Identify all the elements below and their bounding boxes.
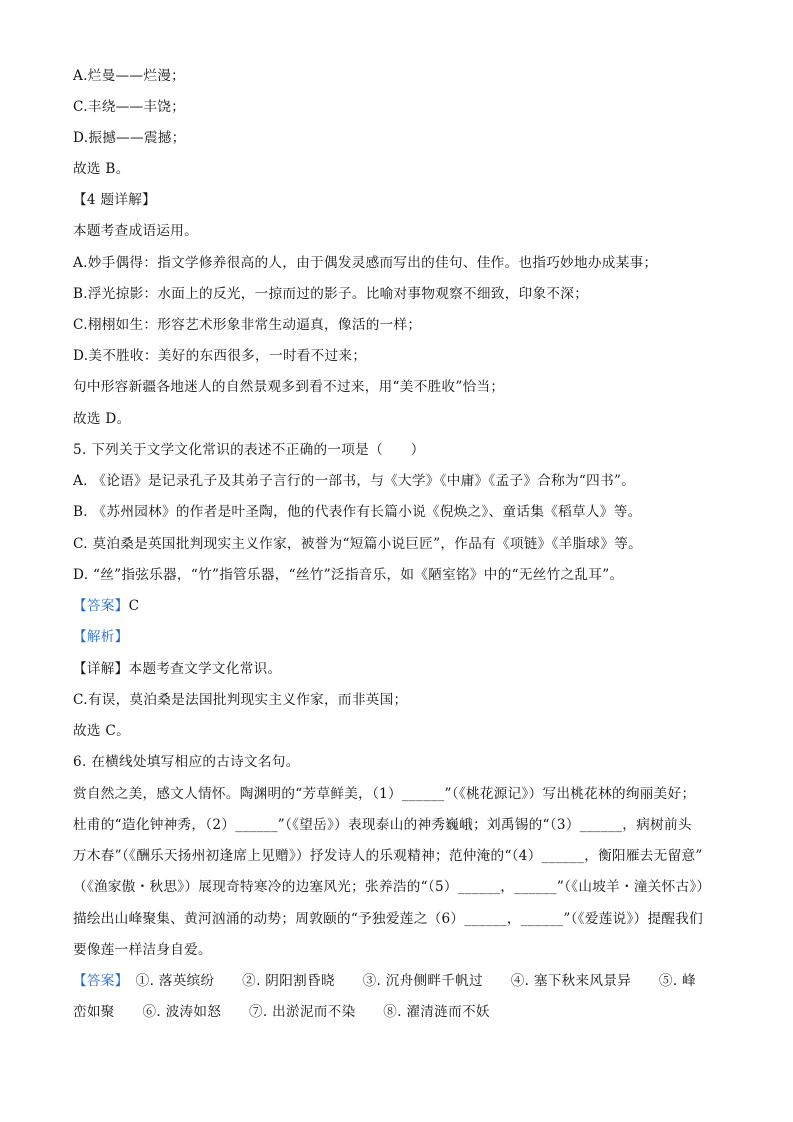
q5-question: 5. 下列关于文学文化常识的表述不正确的一项是（ ）	[73, 442, 425, 458]
q4-detail-heading: 【4 题详解】	[73, 192, 157, 208]
q4-option-d: D.美不胜收：美好的东西很多，一时看不过来；	[73, 348, 367, 364]
q5-answer	[73, 596, 733, 616]
q6-question: 6. 在横线处填写相应的古诗文名句。	[73, 754, 300, 770]
option-a-text: A.烂曼——烂漫；	[73, 68, 185, 84]
q5-option-c: C. 莫泊桑是英国批判现实主义作家，被誉为“短篇小说巨匠”，作品有《项链》《羊脂球》等。	[73, 536, 643, 552]
q5-conclusion: 故选 C。	[73, 723, 131, 739]
q5-explanation: C.有误，莫泊桑是法国批判现实主义作家，而非英国；	[73, 692, 408, 708]
q6-passage-line-4: （《渔家傲・秋思》）展现奇特寒冷的边塞风光；张养浩的“（5）______，______”（《山坡羊・潼关怀古》）	[73, 879, 711, 895]
answer-value: C	[128, 598, 140, 614]
q5-detail: 【详解】本题考查文学文化常识。	[73, 661, 282, 677]
option-d-text: D.振撼——震撼；	[73, 130, 186, 146]
answer-tag: 【答案】	[73, 598, 129, 614]
q4-conclusion: 故选 D。	[73, 411, 131, 427]
q5-option-a: A. 《论语》是记录孔子及其弟子言行的一部书，与《大学》《中庸》《孟子》合称为“四书”。	[73, 473, 636, 489]
q6-passage-line-1: 赏自然之美，感文人情怀。陶渊明的“芳草鲜美，（1）______”（《桃花源记》）写出桃花林的绚丽美好；	[73, 786, 696, 802]
q4-option-a: A.妙手偶得：指文学修养很高的人，由于偶发灵感而写出的佳句、佳作。也指巧妙地办成某事；	[73, 255, 658, 271]
q4-explanation: 句中形容新疆各地迷人的自然景观多到看不过来，用“美不胜收”恰当；	[73, 379, 505, 395]
q6-answer	[73, 971, 733, 991]
q6-passage-line-5: 描绘出山峰聚集、黄河汹涌的动势；周敦颐的“予独爱莲之（6）______，______”（《爱莲说》）提醒我们	[73, 911, 704, 927]
q4-option-c: C.栩栩如生：形容艺术形象非常生动逼真，像活的一样；	[73, 317, 422, 333]
answer-tag: 【答案】	[73, 973, 122, 989]
q6-passage-line-6: 要像莲一样洁身自爱。	[73, 942, 212, 958]
q6-answer-continued: 峦如聚 ⑥. 波涛如怒 ⑦. 出淤泥而不染 ⑧. 濯清涟而不妖	[73, 1004, 490, 1020]
q4-intro-text: 本题考查成语运用。	[73, 223, 199, 239]
q6-passage-line-2: 杜甫的“造化钟神秀，（2）______”（《望岳》）表现泰山的神秀巍峨；刘禹锡的“（3）______，病树前头	[73, 817, 692, 833]
q4-option-b: B.浮光掠影：水面上的反光，一掠而过的影子。比喻对事物观察不细致，印象不深；	[73, 286, 589, 302]
analysis-tag: 【解析】	[73, 629, 129, 645]
option-c-text: C.丰绕——丰饶；	[73, 99, 186, 115]
answer-value: ①. 落英缤纷 ②. 阴阳割昏晓 ③. 沉舟侧畔千帆过 ④. 塞下秋来风景异 ⑤. 峰	[121, 973, 696, 989]
q5-option-b: B. 《苏州园林》的作者是叶圣陶，他的代表作有长篇小说《倪焕之》、童话集《稻草人》等。	[73, 504, 642, 520]
q5-analysis-tag	[73, 627, 733, 647]
q5-option-d: D. “丝”指弦乐器，“竹”指管乐器，“丝竹”泛指音乐，如《陋室铭》中的“无丝竹之乱耳”。	[73, 567, 624, 583]
conclusion-text: 故选 B。	[73, 161, 130, 177]
q6-passage-line-3: 万木春”（《酬乐天扬州初逢席上见赠》）抒发诗人的乐观精神；范仲淹的“（4）______，衡阳雁去无留意”	[73, 848, 703, 864]
